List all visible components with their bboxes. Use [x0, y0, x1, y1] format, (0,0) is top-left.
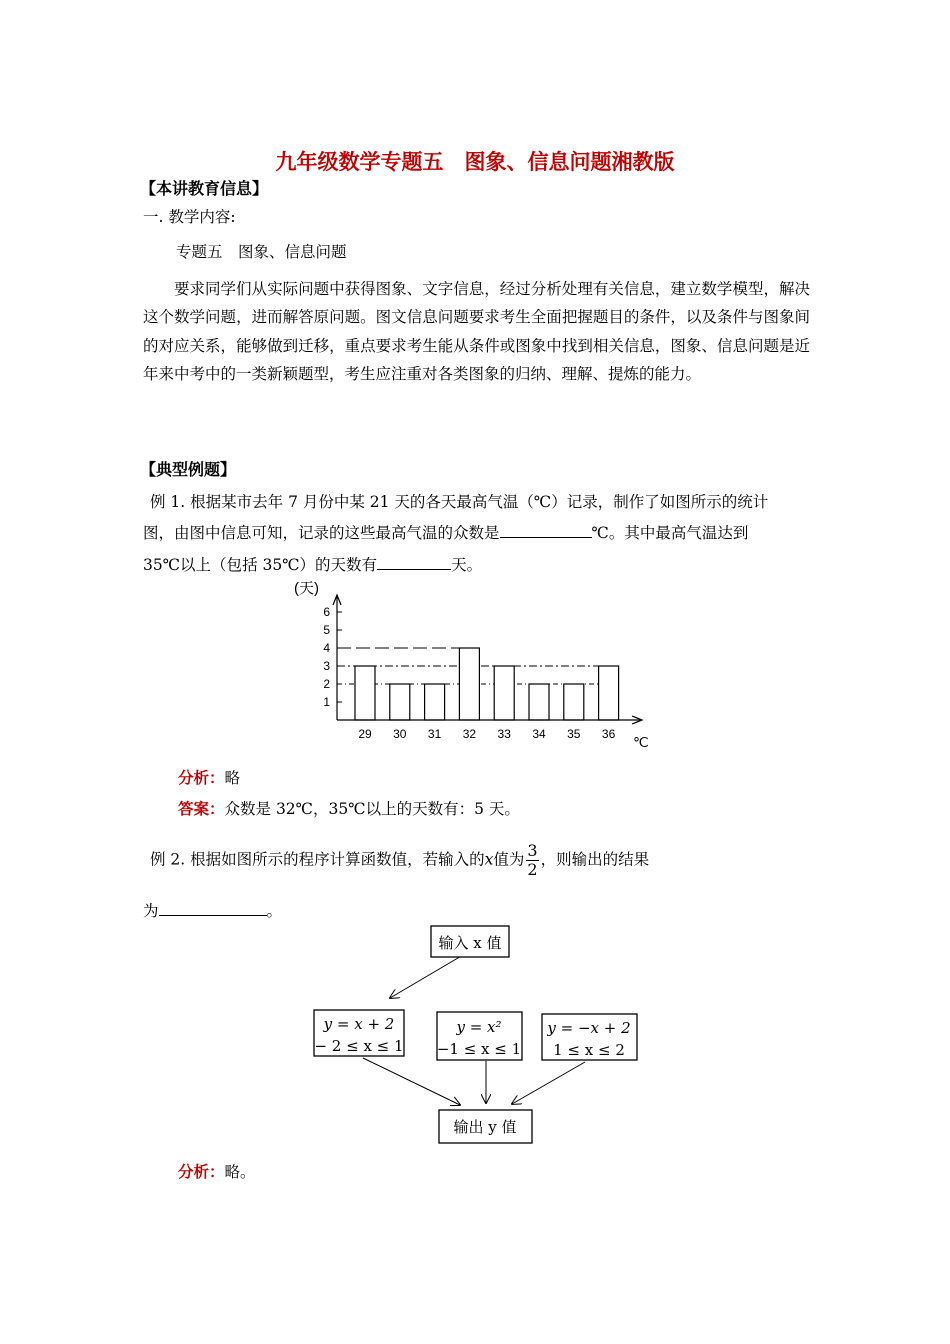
x-tick-label-33: 33 [497, 727, 511, 741]
ex2-blank-result[interactable] [159, 899, 267, 916]
ex2-fraction [526, 842, 538, 879]
y-axis-label: (天) [294, 580, 319, 597]
bar-29 [355, 666, 375, 720]
branch-box-1 [314, 1010, 404, 1056]
y-tick-label-1: 1 [323, 695, 330, 709]
output-box-label: 输出 y 值 [453, 1118, 517, 1136]
fraction-denominator: 2 [527, 860, 538, 879]
ex1-line1: 例 1. 根据某市去年 7 月份中某 21 天的各天最高气温（℃）记录，制作了如图所示的统计 [150, 493, 769, 511]
temperature-bar-chart [0, 575, 950, 765]
ex1-answer-text: 众数是 32℃，35℃以上的天数有：5 天。 [224, 800, 520, 818]
section-examples-heading: 【典型例题】 [140, 460, 237, 479]
y-tick-label-3: 3 [323, 659, 330, 673]
ex1-analysis-label: 分析： [178, 769, 225, 787]
branch-2-equation: y = x² [456, 1018, 502, 1036]
fraction-numerator: 3 [527, 841, 538, 860]
ex1-answer [178, 797, 520, 819]
branch-3-range: 1 ≤ x ≤ 2 [553, 1041, 625, 1059]
y-tick-label-6: 6 [323, 605, 330, 619]
ex1-analysis [178, 766, 240, 788]
page-title: 九年级数学专题五 图象、信息问题湘教版 [275, 150, 675, 174]
ex1-line2 [143, 521, 748, 543]
input-box-label: 输入 x 值 [438, 934, 502, 952]
x-tick-label-35: 35 [567, 727, 581, 741]
ex1-line2-text-b: ℃。其中最高气温达到 [591, 524, 749, 542]
bar-30 [390, 684, 410, 720]
teaching-content-label: 一. 教学内容: [143, 208, 236, 226]
ex2-line2-text-b: 。 [266, 902, 283, 920]
ex2-line1-text-a: 例 2. 根据如图所示的程序计算函数值，若输入的 [150, 850, 485, 869]
branch-box-2 [437, 1012, 522, 1060]
branch-1-equation: y = x + 2 [323, 1015, 395, 1033]
x-tick-label-32: 32 [462, 727, 477, 741]
section-info-heading: 【本讲教育信息】 [140, 179, 269, 198]
ex2-analysis [178, 1160, 256, 1182]
ex1-answer-label: 答案： [178, 800, 225, 818]
input-box [431, 926, 509, 957]
intro-paragraph: 要求同学们从实际问题中获得图象、文字信息，经过分析处理有关信息，建立数学模型，解决这个数学问题，进而解答原问题。图文信息问题要求考生全面把握题目的条件，以及条件与图象间的对应关系，能够做到迁移，重点要求考生能从条件或图象中找到相关信息，图象、信息问题是近年来中考中的一类新颖题型，考生应注重对各类图象的归纳、理解、提炼的能力。 [143, 280, 810, 384]
x-tick-label-36: 36 [601, 727, 616, 741]
ex2-line1-text-b: 值为 [493, 850, 525, 869]
bar-33 [494, 666, 514, 720]
topic-line: 专题五 图象、信息问题 [176, 243, 347, 261]
ex1-blank-mode[interactable] [500, 521, 592, 538]
ex1-line3-text-a: 35℃以上（包括 35℃）的天数有 [143, 556, 378, 574]
ex2-variable: x [484, 850, 494, 869]
branch-box-3 [542, 1014, 637, 1060]
y-tick-label-2: 2 [323, 677, 330, 691]
x-tick-label-31: 31 [427, 727, 442, 741]
ex1-analysis-text: 略 [224, 769, 241, 787]
branch-1-range: − 2 ≤ x ≤ 1 [314, 1037, 404, 1055]
x-tick-label-30: 30 [393, 727, 407, 741]
ex1-line3-text-b: 天。 [451, 556, 483, 574]
ex2-analysis-label: 分析： [178, 1163, 225, 1181]
ex2-line1 [150, 842, 649, 879]
ex2-line2-text-a: 为 [143, 902, 159, 920]
x-tick-label-29: 29 [358, 727, 372, 741]
branch-2-range: −1 ≤ x ≤ 1 [436, 1040, 522, 1058]
program-flowchart [0, 918, 950, 1158]
bar-31 [425, 684, 445, 720]
ex2-analysis-text: 略。 [224, 1163, 256, 1181]
y-tick-label-5: 5 [323, 623, 330, 637]
bar-36 [599, 666, 619, 720]
ex1-line3 [143, 553, 482, 575]
y-tick-label-4: 4 [323, 641, 330, 655]
ex1-line2-text-a: 图，由图中信息可知，记录的这些最高气温的众数是 [143, 524, 500, 542]
output-box [439, 1110, 532, 1143]
x-axis-label: ℃ [633, 734, 649, 750]
ex2-line1-text-c: ，则输出的结果 [540, 850, 650, 869]
branch-3-equation: y = −x + 2 [547, 1019, 631, 1037]
bar-34 [529, 684, 549, 720]
ex1-blank-days[interactable] [377, 553, 451, 570]
x-tick-label-34: 34 [532, 727, 546, 741]
bar-32 [459, 648, 479, 720]
bar-35 [564, 684, 584, 720]
